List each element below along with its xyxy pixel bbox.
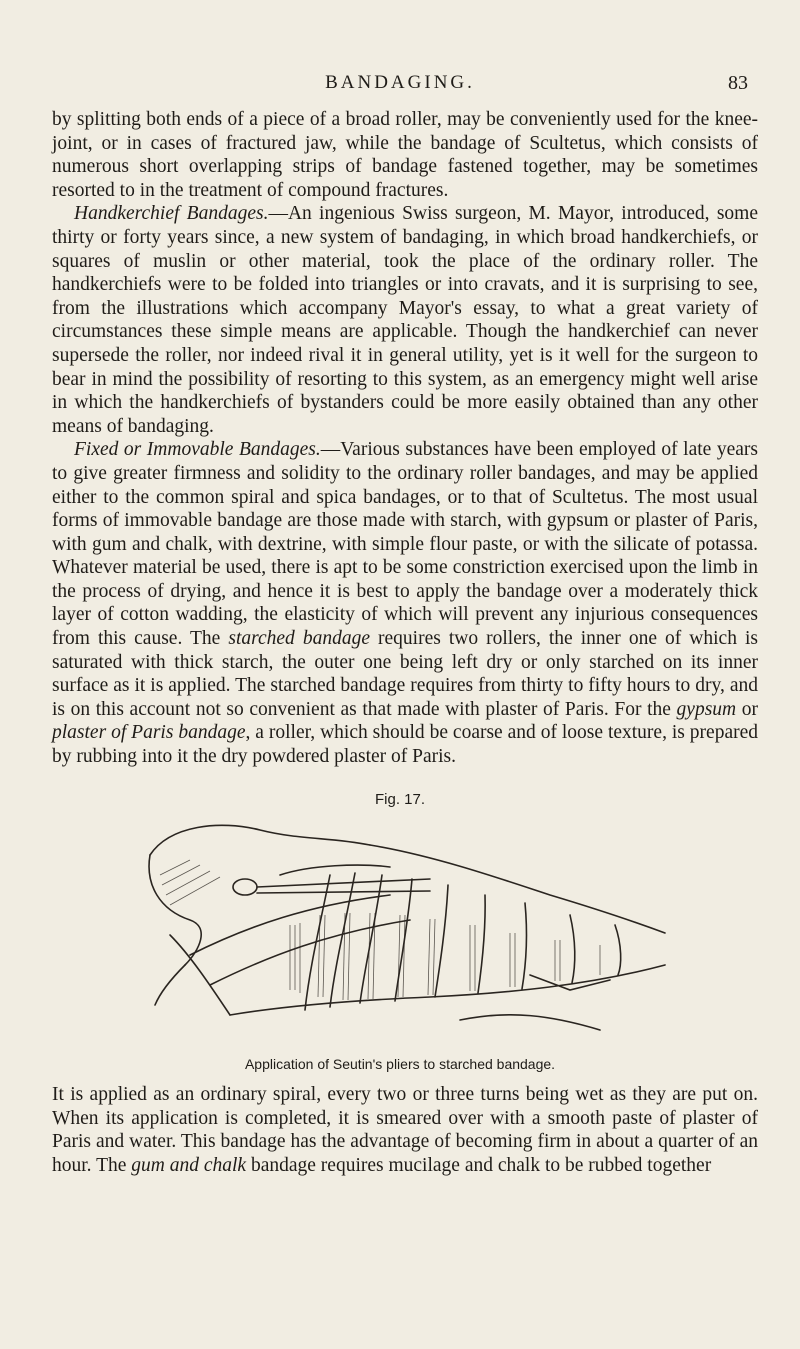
figure-label: Fig. 17.	[374, 791, 426, 808]
forearm-upper-edge	[370, 845, 665, 933]
running-head	[0, 72, 800, 96]
paragraph-1: by splitting both ends of a piece of a broad roller, may be conveniently used for the knee-joint, or in cases of fractured jaw, while the bandage of Scultetus, which consists of numerous short overlapping strips of bandage fastened together, may be sometimes resorted to in the treatment of compound fractures.	[52, 109, 758, 201]
finger-outline-2	[170, 935, 230, 1015]
finger-outline-1	[155, 965, 185, 1005]
cuff-edge	[280, 865, 390, 875]
plier-arm-upper	[257, 879, 430, 887]
bandage-turn-2	[330, 873, 355, 1007]
bandage-turn-9	[615, 925, 621, 975]
term-plaster-bandage: plaster of Paris bandage	[52, 722, 246, 744]
bandage-turn-6	[478, 895, 485, 993]
body-text-continued	[52, 1083, 758, 1177]
paragraph-4-a: It is applied as an ordinary spiral, every two or three turns being wet as they are put on. When its application is completed, it is smeared over with a smooth paste of plaster of Paris and water. This bandage has the advantage of becoming firm in about a quarter of an hour. The	[52, 1084, 758, 1176]
running-title: BANDAGING.	[325, 72, 475, 93]
term-starched-bandage: starched bandage	[228, 628, 370, 650]
loose-bandage-end	[460, 1015, 600, 1030]
term-gum-and-chalk: gum and chalk	[131, 1154, 247, 1176]
plier-ring	[233, 879, 257, 895]
plier-arm-lower	[257, 891, 430, 893]
thumb-outline	[149, 855, 201, 965]
paragraph-3-body-d: , a roller, which should be coarse and of loose texture, is prepared by rubbing into it the dry powdered plaster of Paris.	[52, 722, 758, 768]
hand-back-outline	[150, 825, 370, 855]
bandage-turn-8	[570, 915, 575, 983]
bandage-turn-7	[522, 903, 526, 989]
figure-caption: Application of Seutin's pliers to starched bandage.	[244, 1056, 556, 1072]
bandage-turn-3	[360, 875, 382, 1003]
page-number: 83	[728, 72, 748, 94]
paragraph-3-body-c: or	[736, 698, 758, 720]
paragraph-4-b: bandage requires mucilage and chalk to be rubbed together	[246, 1154, 712, 1176]
hand-illustration	[130, 815, 670, 1050]
term-gypsum: gypsum	[676, 698, 737, 720]
paragraph-3-body-a: —Various substances have been employed of late years to give greater firmness and solidity to the ordinary roller bandages, and may be applied either to the common spiral and spica bandages, or to that of Scultetus. The most usual forms of immovable bandage are those made with starch, with gypsum or plaster of Paris, with gum and chalk, with dextrine, with simple flour paste, or with the silicate of potassa. Whatever material be used, there is apt to be some constriction exercised upon the limb in the process of drying, and hence it is best to apply the bandage over a moderately thick layer of cotton wadding, the elasticity of which will prevent any injurious consequences from this cause. The	[52, 439, 758, 650]
paragraph-4	[52, 1083, 758, 1177]
paragraph-immovable-bandages	[52, 438, 758, 768]
paragraph-handkerchief-bandages	[52, 202, 758, 438]
paragraph-3-body-b: requires two rollers, the inner one of which is saturated with thick starch, the outer one being left dry or only starched on its inner surface as it is applied. The starched bandage requires from thirty to fifty hours to dry, and is on this account not so convenient as that made with plaster of Paris. For the	[52, 628, 758, 720]
bandage-turn-5	[435, 885, 448, 997]
bandage-turn-1	[305, 875, 330, 1010]
body-text	[52, 108, 758, 769]
section-heading-immovable: Fixed or Immovable Bandages.	[74, 439, 321, 461]
figure-illustration	[130, 815, 670, 1050]
paragraph-2-body: —An ingenious Swiss surgeon, M. Mayor, introduced, some thirty or forty years since, a new system of bandaging, in which broad handkerchiefs, or squares of muslin or other material, took the place of the ordinary roller. The handkerchiefs were to be folded into triangles or into cravats, and it is surprising to see, from the illustrations which accompany Mayor's essay, to what a great variety of circumstances these simple means are applicable. Though the handkerchief can never supersede the roller, nor indeed rival it in general utility, yet is it well for the surgeon to bear in mind the possibility of resorting to this system, as an emergency might well arise in which the handkerchiefs of bystanders could be more easily obtained than any other means of bandaging.	[52, 203, 758, 437]
section-heading-handkerchief: Handkerchief Bandages.	[74, 203, 269, 225]
